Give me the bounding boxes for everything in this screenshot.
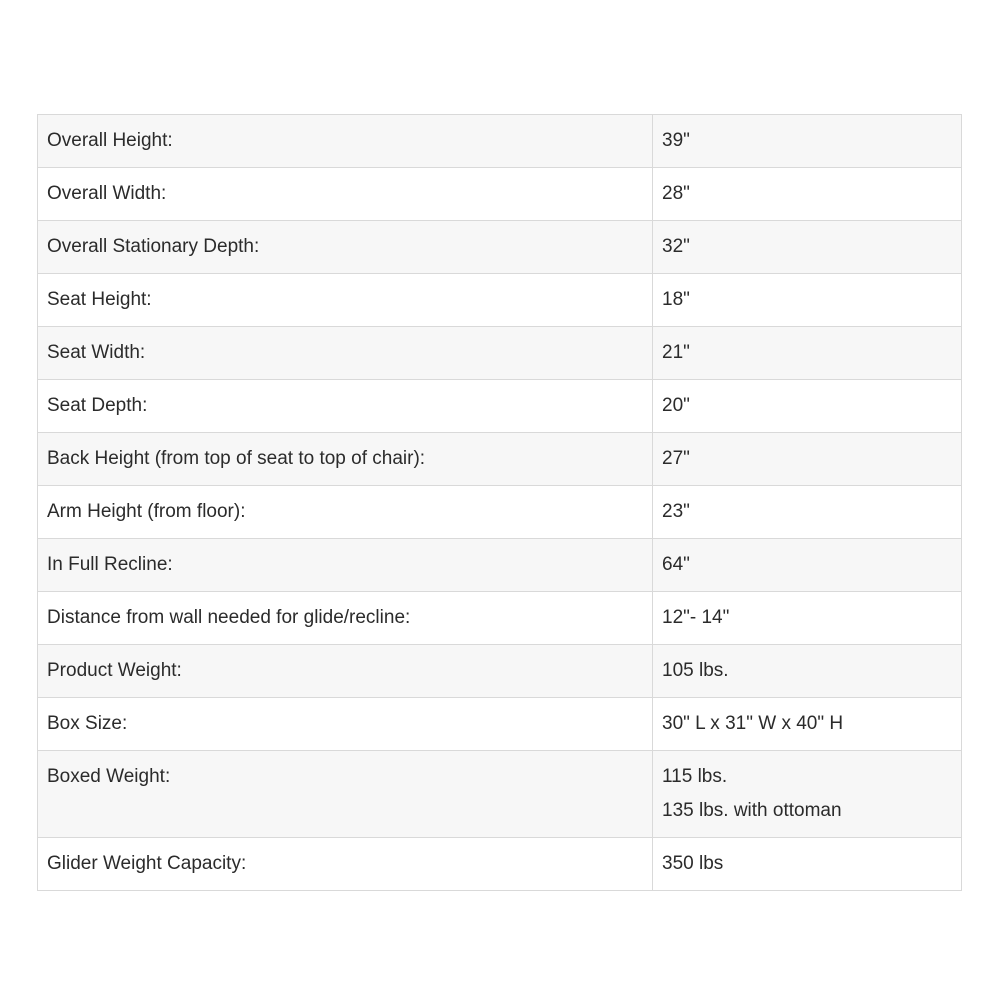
spec-value-line: 27"	[662, 448, 690, 469]
spec-label: Product Weight:	[38, 645, 653, 698]
spec-value	[653, 751, 962, 838]
spec-value	[653, 115, 962, 168]
spec-value	[653, 486, 962, 539]
spec-row-product-weight	[38, 645, 962, 698]
spec-row-seat-depth	[38, 380, 962, 433]
spec-row-seat-width	[38, 327, 962, 380]
spec-value-line: 12"- 14"	[662, 607, 730, 628]
spec-label: Overall Height:	[38, 115, 653, 168]
spec-value	[653, 168, 962, 221]
spec-row-wall-distance	[38, 592, 962, 645]
spec-value	[653, 698, 962, 751]
spec-row-full-recline	[38, 539, 962, 592]
spec-value	[653, 433, 962, 486]
spec-value-line: 18"	[662, 289, 690, 310]
spec-label: Seat Height:	[38, 274, 653, 327]
spec-label: Glider Weight Capacity:	[38, 838, 653, 891]
specifications-body	[38, 115, 962, 891]
spec-value-line: 30" L x 31" W x 40" H	[662, 713, 844, 734]
spec-value	[653, 380, 962, 433]
spec-row-boxed-weight	[38, 751, 962, 838]
spec-value	[653, 539, 962, 592]
spec-value	[653, 645, 962, 698]
spec-value-line: 20"	[662, 395, 690, 416]
spec-label: Distance from wall needed for glide/recline:	[38, 592, 653, 645]
spec-value-line: 115 lbs.	[662, 766, 728, 787]
spec-label: Overall Stationary Depth:	[38, 221, 653, 274]
spec-value-line: 21"	[662, 342, 690, 363]
spec-row-seat-height	[38, 274, 962, 327]
spec-value	[653, 592, 962, 645]
spec-row-back-height	[38, 433, 962, 486]
spec-value	[653, 221, 962, 274]
spec-row-overall-stationary-depth	[38, 221, 962, 274]
spec-row-arm-height	[38, 486, 962, 539]
spec-row-overall-width	[38, 168, 962, 221]
spec-value	[653, 327, 962, 380]
specifications-table	[37, 114, 962, 891]
spec-row-overall-height	[38, 115, 962, 168]
spec-row-box-size	[38, 698, 962, 751]
spec-label: Box Size:	[38, 698, 653, 751]
spec-value-line: 23"	[662, 501, 690, 522]
spec-value	[653, 274, 962, 327]
spec-label: Back Height (from top of seat to top of chair):	[38, 433, 653, 486]
spec-row-weight-capacity	[38, 838, 962, 891]
spec-value-line: 39"	[662, 130, 690, 151]
spec-label: Arm Height (from floor):	[38, 486, 653, 539]
spec-label: Seat Depth:	[38, 380, 653, 433]
spec-label: Seat Width:	[38, 327, 653, 380]
spec-label: Boxed Weight:	[38, 751, 653, 838]
spec-value-line: 135 lbs. with ottoman	[662, 800, 842, 821]
spec-value-line: 28"	[662, 183, 690, 204]
spec-value-line: 105 lbs.	[662, 660, 729, 681]
spec-value-line: 64"	[662, 554, 690, 575]
spec-label: Overall Width:	[38, 168, 653, 221]
spec-value	[653, 838, 962, 891]
spec-value-line: 350 lbs	[662, 853, 724, 874]
spec-label: In Full Recline:	[38, 539, 653, 592]
spec-value-line: 32"	[662, 236, 690, 257]
